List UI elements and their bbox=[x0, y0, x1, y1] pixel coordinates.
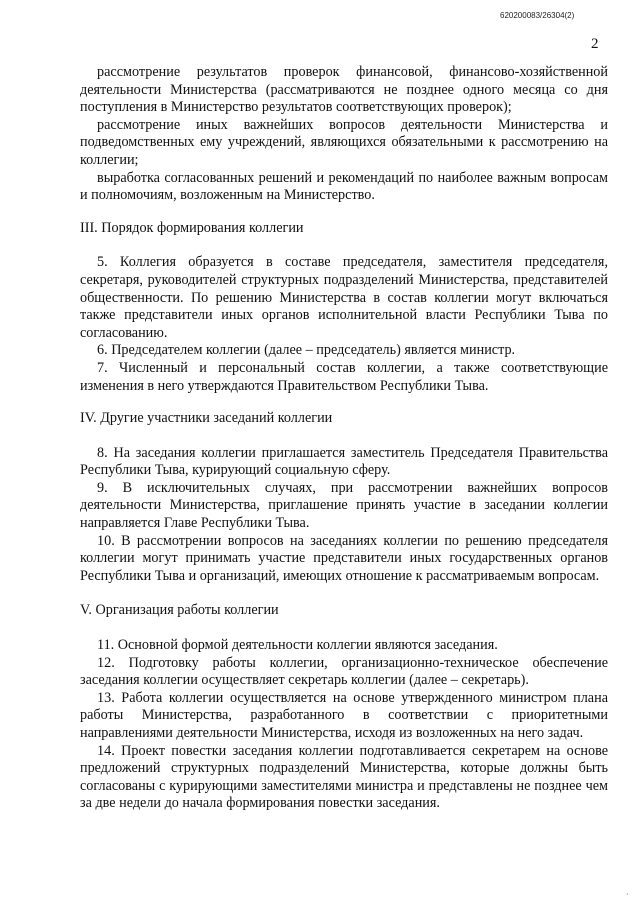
paragraph: 8. На заседания коллегии приглашается заместитель Председателя Правительства Республики Тыва, курирующий социальную сферу. bbox=[80, 444, 608, 479]
paragraph: 6. Председателем коллегии (далее – председатель) является министр. bbox=[97, 342, 516, 359]
document-body bbox=[80, 64, 608, 813]
section-heading-3: III. Порядок формирования коллегии bbox=[80, 219, 304, 236]
paragraph: рассмотрение результатов проверок финансовой, финансово-хозяйственной деятельности Министерства (рассматриваются не позднее одного месяца со дня поступления в Министерство результатов соответствующих проверок); bbox=[80, 64, 608, 116]
document-code: 620200083/26304(2) bbox=[500, 11, 575, 20]
paragraph: рассмотрение иных важнейших вопросов деятельности Министерства и подведомственных ему учреждений, являющихся обязательными к рассмотрению на коллегии; bbox=[80, 116, 608, 168]
paragraph: 12. Подготовку работы коллегии, организационно-техническое обеспечение заседания коллегии осуществляет секретарь коллегии (далее – секретарь). bbox=[80, 654, 608, 689]
paragraph: 7. Численный и персональный состав коллегии, а также соответствующие изменения в него утверждаются Правительством Республики Тыва. bbox=[80, 359, 608, 394]
section-heading-4: IV. Другие участники заседаний коллегии bbox=[80, 410, 333, 427]
page-number: 2 bbox=[591, 36, 599, 52]
paragraph: 14. Проект повестки заседания коллегии подготавливается секретарем на основе предложений структурных подразделений Министерства, которые должны быть согласованы с курирующими заместителями министра и представлены не позднее чем за две недели до начала формирования повестки заседания. bbox=[80, 742, 608, 812]
paragraph: 11. Основной формой деятельности коллегии являются заседания. bbox=[97, 637, 498, 654]
paragraph: 10. В рассмотрении вопросов на заседаниях коллегии по решению председателя коллегии могут принимать участие представители иных государственных органов Республики Тыва и организаций, имеющих отношение к рассматриваемым вопросам. bbox=[80, 532, 608, 584]
paragraph: 5. Коллегия образуется в составе председателя, заместителя председателя, секретаря, руководителей структурных подразделений Министерства, представителей общественности. По решению Министерства в состав коллегии могут включаться также представители иных органов исполнительной власти Республики Тыва по согласованию. bbox=[80, 254, 608, 341]
paragraph: 9. В исключительных случаях, при рассмотрении важнейших вопросов деятельности Министерства, приглашение принять участие в заседании коллегии направляется Главе Республики Тыва. bbox=[80, 479, 608, 532]
paragraph: 13. Работа коллегии осуществляется на основе утвержденного министром плана работы Министерства, разработанного в соответствии с приоритетными направлениями деятельности Министерства, исходя из возложенных на него задач. bbox=[80, 689, 608, 741]
section-heading-5: V. Организация работы коллегии bbox=[80, 602, 279, 619]
scan-mark: · bbox=[626, 890, 629, 899]
paragraph: выработка согласованных решений и рекомендаций по наиболее важным вопросам и полномочиям, возложенным на Министерство. bbox=[80, 169, 608, 204]
